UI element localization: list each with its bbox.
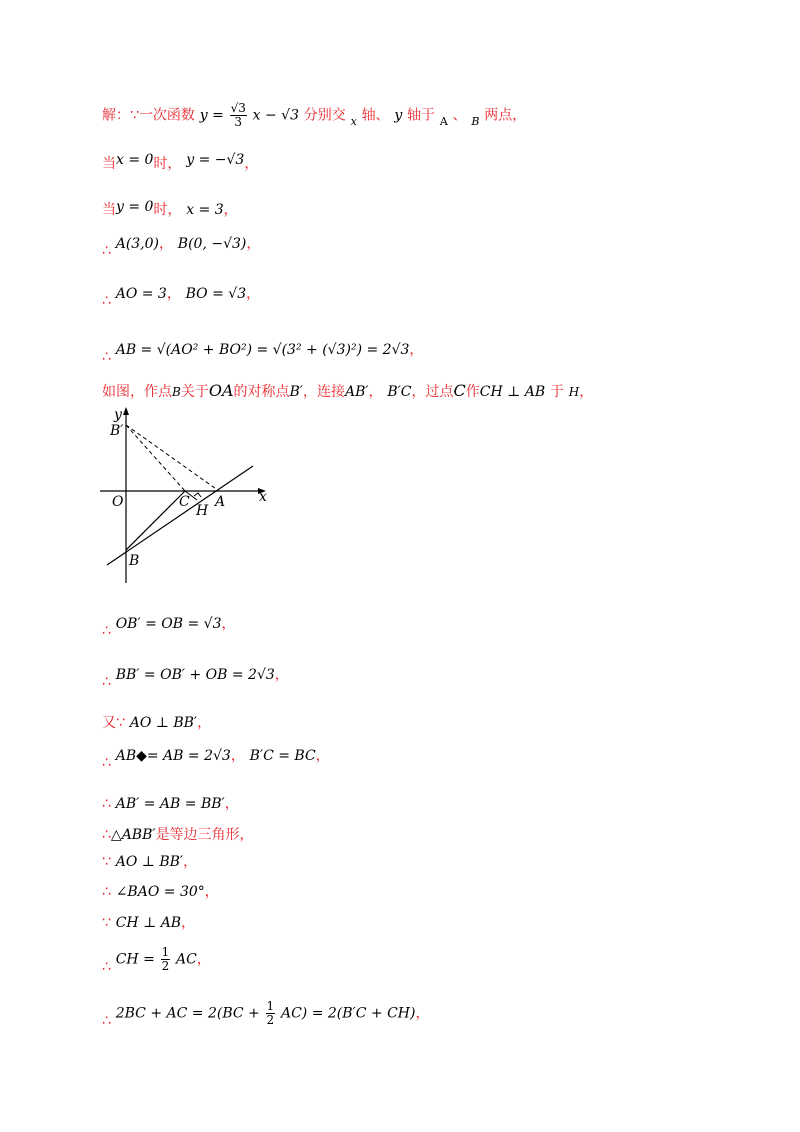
line-14: [102, 850, 197, 873]
text: 于: [549, 384, 564, 400]
math: ∠BAO = 30°: [115, 884, 205, 900]
math: AC) = 2(B′C + CH): [280, 1005, 416, 1022]
segment-bprime-a: [126, 425, 219, 491]
math: A(3,0): [115, 236, 160, 252]
text: ，: [244, 156, 259, 172]
math: CH ⊥ AB: [479, 384, 546, 400]
therefore-symbol: ∴: [102, 827, 111, 843]
because-symbol: ∵: [102, 915, 111, 931]
line-7: [102, 380, 593, 403]
right-angle-mark: [194, 493, 201, 497]
therefore-symbol: ∴: [102, 796, 111, 812]
math: B′C: [387, 384, 412, 400]
math: AO = 3: [115, 286, 167, 302]
text: 当: [102, 202, 116, 218]
text: ，: [204, 884, 219, 900]
math: x: [350, 114, 357, 128]
text: ，: [274, 667, 289, 683]
label-y: y: [114, 407, 122, 423]
text: 、: [452, 107, 467, 124]
math: CH ⊥ AB: [115, 915, 182, 931]
numerator: 1: [161, 945, 170, 959]
line-18: [102, 1000, 429, 1027]
math: y = −√3: [186, 152, 245, 168]
text: ，: [166, 286, 181, 302]
text: 时，: [153, 202, 182, 218]
text: ，: [415, 1005, 430, 1022]
line-5: [102, 282, 261, 309]
therefore-symbol: ∴: [102, 243, 111, 259]
therefore-symbol: ∴: [102, 755, 111, 771]
text: 是等边三角形，: [155, 827, 254, 843]
math: CH =: [115, 951, 155, 968]
label-c: C: [179, 494, 190, 510]
math: OB′ = OB = √3: [115, 616, 222, 632]
math: 2BC + AC = 2(BC +: [115, 1005, 260, 1022]
fraction: [230, 102, 247, 129]
math: x = 0: [116, 152, 154, 168]
numerator: 1: [266, 999, 275, 1013]
text: ，: [246, 286, 261, 302]
therefore-symbol: ∴: [102, 884, 111, 900]
math: B′C = BC: [249, 748, 316, 764]
math: AB = √(AO² + BO²) = √(3² + (√3)²) = 2√3: [115, 342, 410, 358]
math: AO ⊥ BB′: [115, 854, 184, 870]
therefore-symbol: ∴: [102, 623, 111, 639]
text: 当: [102, 156, 116, 172]
therefore-symbol: ∴: [102, 674, 111, 690]
label-a: A: [215, 494, 226, 510]
math: B(0, −√3): [177, 236, 247, 252]
line-ab: [107, 466, 253, 565]
label-b: B: [129, 553, 140, 569]
text: ，: [315, 748, 330, 764]
text: 轴、: [361, 107, 390, 124]
label-h: H: [196, 503, 209, 519]
line-4: [102, 232, 261, 259]
text: ，: [183, 854, 198, 870]
text: 如图，作点: [102, 384, 172, 400]
math: AB′ = AB = BB′: [115, 796, 225, 812]
line-16: [102, 911, 195, 934]
line-8: [102, 612, 236, 639]
text: ，: [230, 748, 245, 764]
text: ，: [159, 236, 174, 252]
math: A: [439, 114, 448, 128]
math: AB′: [344, 384, 369, 400]
fraction: [266, 1000, 276, 1027]
line-1: [102, 102, 526, 129]
text: ，: [579, 384, 594, 400]
math: AB◆= AB = 2√3: [115, 748, 231, 764]
math: y = 0: [116, 199, 154, 215]
denominator: 2: [161, 959, 170, 973]
text: 两点，: [484, 107, 527, 124]
text: ，: [196, 951, 211, 968]
line-10: [102, 711, 211, 734]
segment-bprime-c: [126, 425, 185, 491]
text: 解：∵一次函数: [102, 107, 195, 124]
math: C: [453, 381, 466, 400]
math: BB′ = OB′ + OB = 2√3: [115, 667, 275, 683]
text: ，: [197, 715, 212, 731]
text: ，: [221, 616, 236, 632]
line-2: [102, 152, 258, 175]
text: 作: [465, 384, 480, 400]
numerator: √3: [230, 101, 246, 115]
text: ，: [181, 915, 196, 931]
math: B′: [289, 384, 303, 400]
math: OA: [208, 381, 234, 400]
therefore-symbol: ∴: [102, 1012, 111, 1029]
geometry-figure: [100, 405, 275, 590]
therefore-symbol: ∴: [102, 293, 111, 309]
therefore-symbol: ∴: [102, 349, 111, 365]
math: x = 3: [186, 202, 224, 218]
text: ，: [409, 342, 424, 358]
math: x − √3: [252, 107, 299, 124]
text: ，连接: [302, 384, 345, 400]
math: B: [471, 114, 480, 128]
line-13: [102, 823, 254, 846]
text: ，: [223, 202, 238, 218]
text: ，: [368, 384, 383, 400]
text: ，过点: [411, 384, 454, 400]
text: 时，: [153, 156, 182, 172]
fraction: [161, 946, 171, 973]
text: ，: [224, 796, 239, 812]
label-o: O: [112, 494, 124, 510]
line-12: [102, 792, 239, 815]
text: 分别交: [303, 107, 346, 124]
therefore-symbol: ∴: [102, 958, 111, 975]
math: AC: [176, 951, 197, 968]
math: BO = √3: [185, 286, 247, 302]
math: B: [172, 385, 181, 399]
line-3: [102, 198, 238, 221]
line-17: [102, 946, 211, 973]
math: y =: [199, 107, 224, 124]
denominator: 2: [266, 1013, 275, 1027]
line-11: [102, 744, 330, 771]
line-9: [102, 663, 289, 690]
math: y: [394, 107, 403, 124]
denominator: 3: [234, 115, 243, 129]
text: 轴于: [407, 107, 436, 124]
label-x: x: [259, 489, 267, 505]
because-symbol: ∵: [102, 854, 111, 870]
line-6: [102, 338, 424, 365]
segment-bc: [126, 491, 185, 550]
label-bprime: B′: [110, 423, 124, 439]
math: AO ⊥ BB′: [129, 715, 198, 731]
math: H: [568, 385, 580, 399]
line-15: [102, 880, 219, 903]
y-axis-arrow: [123, 407, 129, 415]
text: 关于: [180, 384, 209, 400]
text: 的对称点: [233, 384, 290, 400]
math: △ABB′: [110, 827, 156, 843]
text: ，: [246, 236, 261, 252]
text: 又∵: [102, 715, 125, 731]
